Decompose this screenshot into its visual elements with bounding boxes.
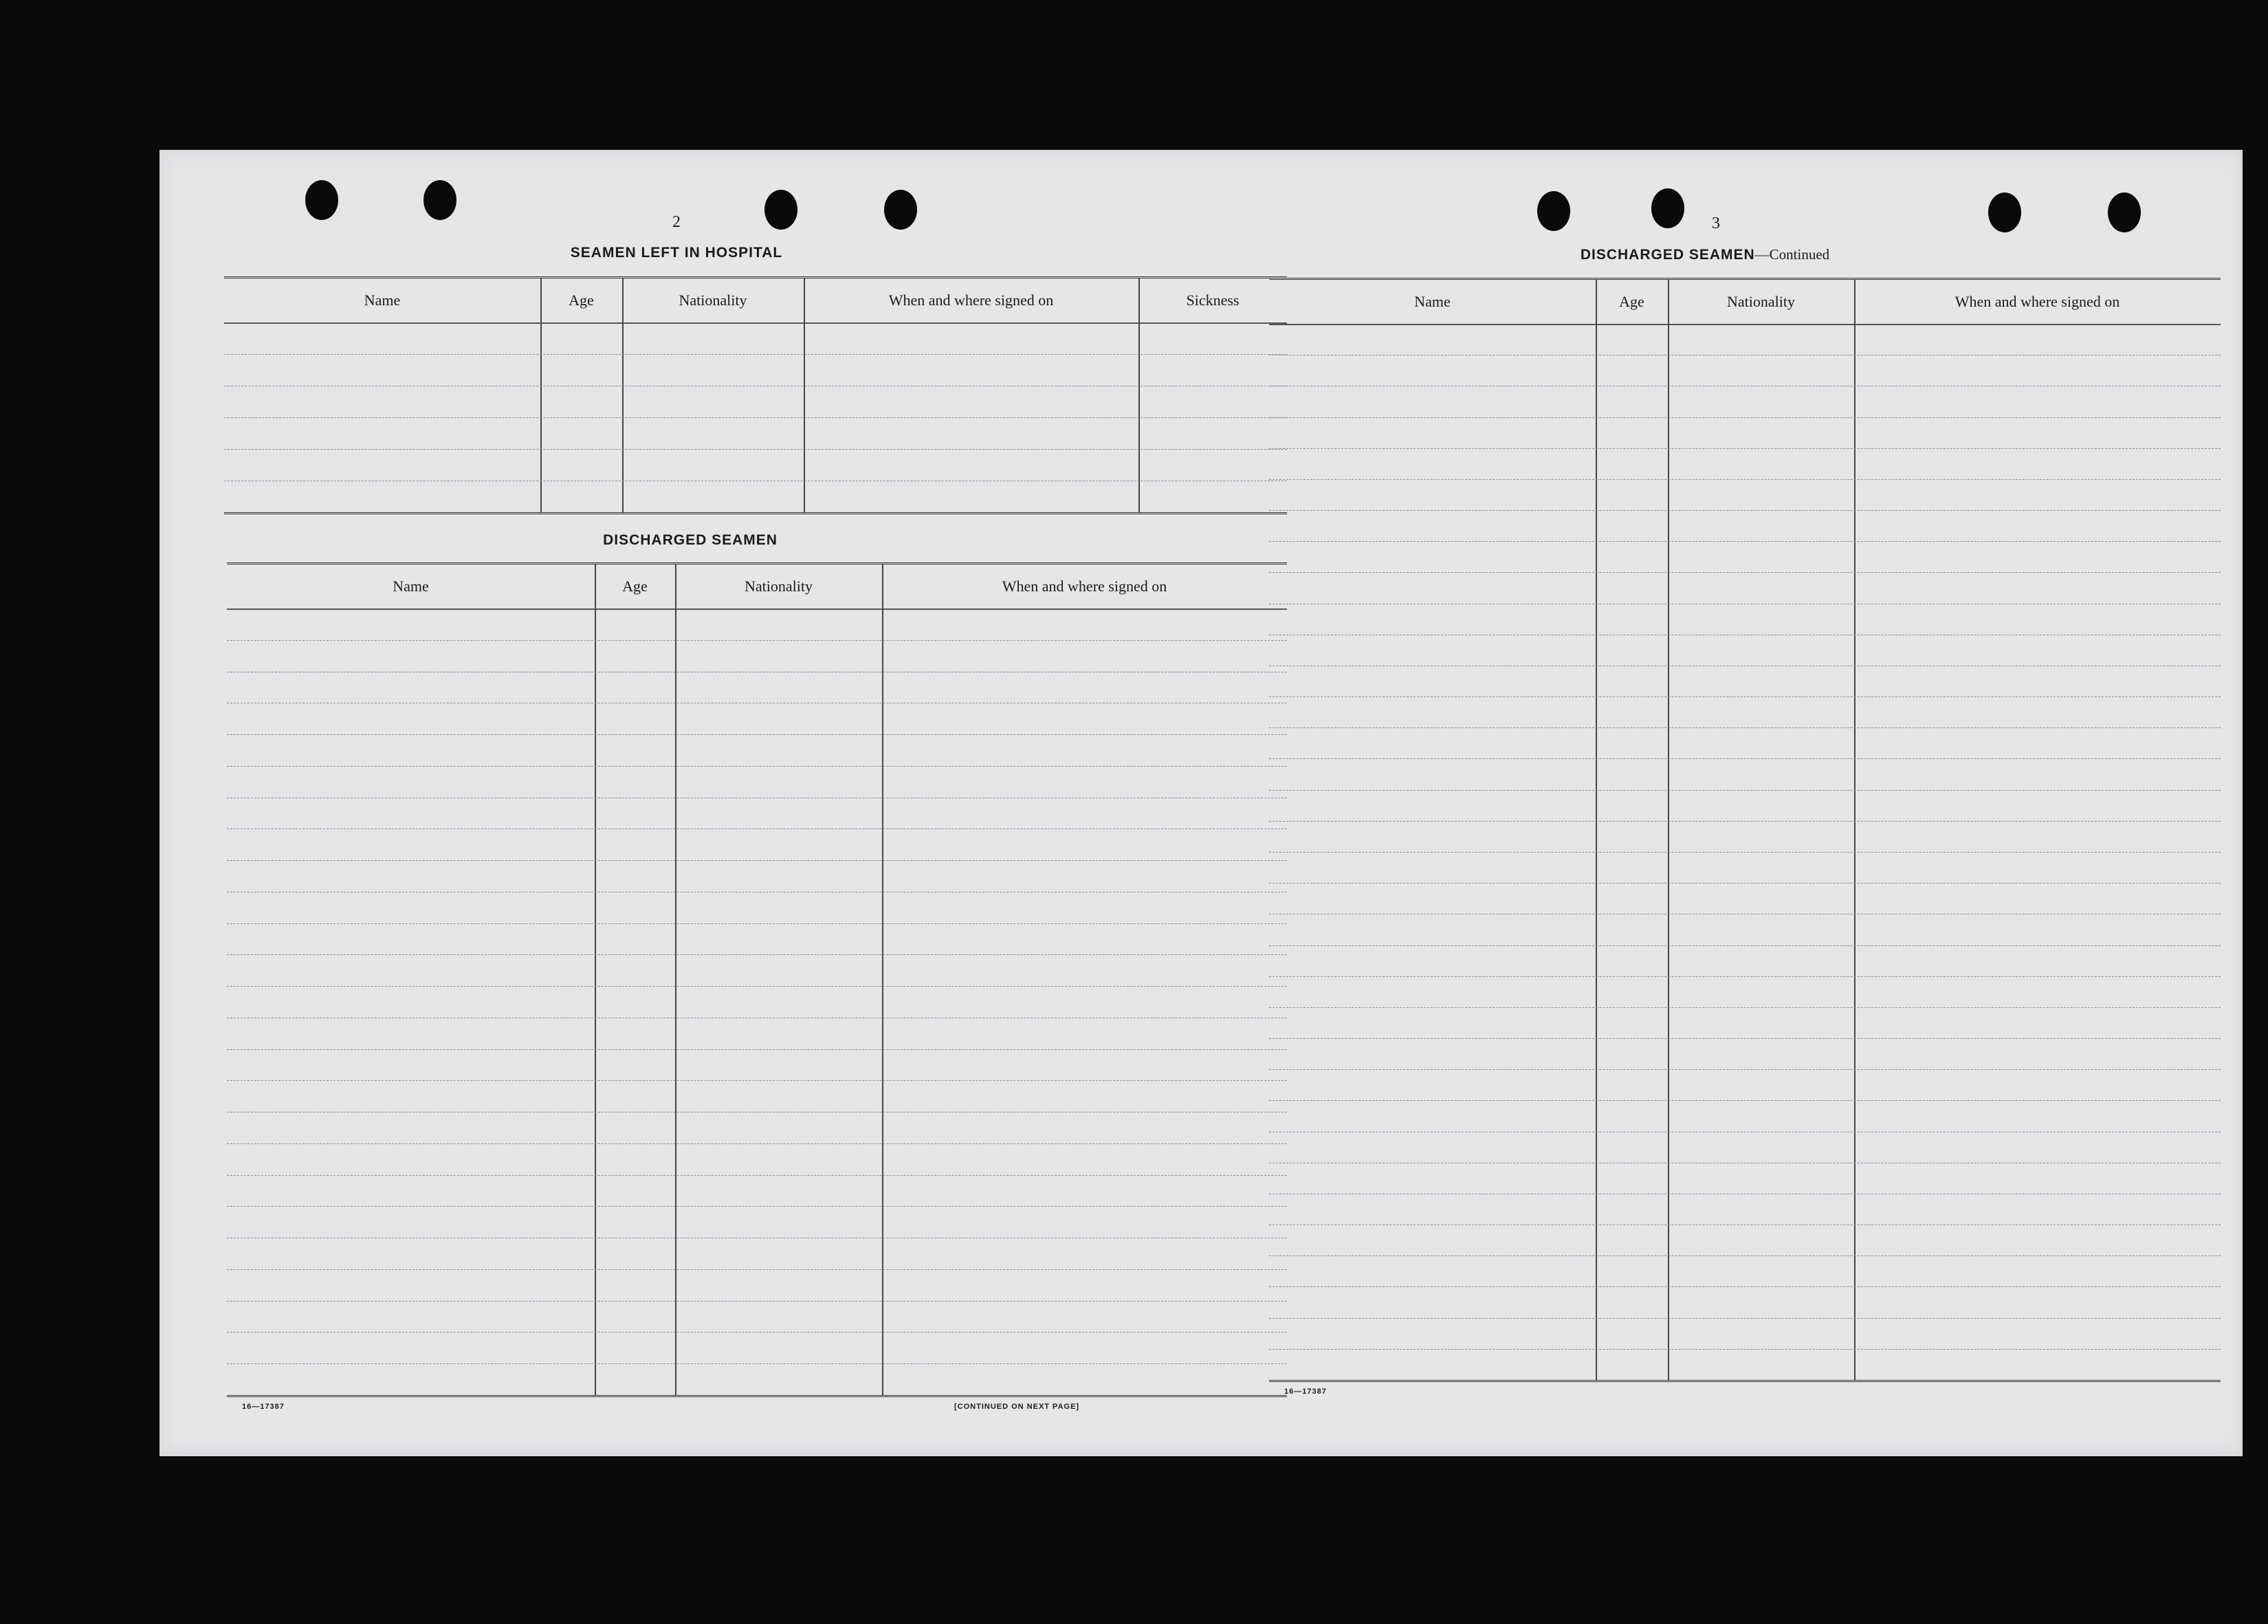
blank-row-line: [1269, 1349, 2221, 1350]
blank-row-line: [1269, 1069, 2221, 1070]
blank-row-line: [1269, 1255, 2221, 1256]
page-number-right: 3: [1712, 215, 1720, 232]
column-header: Sickness: [1186, 292, 1240, 309]
blank-row-line: [1269, 790, 2221, 791]
blank-row-line: [1269, 1100, 2221, 1101]
column-header: Nationality: [745, 578, 813, 595]
column-divider: [595, 564, 596, 1395]
punch-hole: [1651, 188, 1684, 228]
blank-row-line: [1269, 758, 2221, 759]
discharged-continued-suffix: —Continued: [1754, 246, 1830, 263]
blank-row-line: [224, 449, 1287, 450]
column-header: Nationality: [679, 292, 747, 309]
hospital-table: [224, 276, 1287, 514]
column-divider: [1596, 280, 1597, 1380]
blank-row-line: [1269, 479, 2221, 480]
column-header: Age: [1619, 293, 1644, 310]
blank-row-line: [1269, 821, 2221, 822]
blank-row-line: [1269, 510, 2221, 511]
blank-row-line: [1269, 1038, 2221, 1039]
punch-hole: [1537, 191, 1570, 231]
column-divider: [622, 278, 624, 512]
blank-row-line: [224, 354, 1287, 355]
blank-row-line: [1269, 727, 2221, 728]
blank-row-line: [1269, 448, 2221, 449]
blank-row-line: [227, 860, 1287, 861]
blank-row-line: [227, 1049, 1287, 1050]
punch-hole: [423, 180, 456, 220]
blank-row-line: [1269, 1318, 2221, 1319]
continued-note: [CONTINUED ON NEXT PAGE]: [954, 1403, 1080, 1411]
blank-row-line: [227, 1363, 1287, 1364]
punch-hole: [1988, 193, 2021, 232]
discharged-section-title: DISCHARGED SEAMEN: [603, 532, 778, 548]
punch-hole: [764, 190, 797, 230]
blank-row-line: [1269, 976, 2221, 977]
blank-row-line: [227, 954, 1287, 955]
page-number-left: 2: [672, 213, 681, 231]
discharged-table: [227, 562, 1287, 1397]
column-divider: [540, 278, 542, 512]
column-header: When and where signed on: [1002, 578, 1167, 595]
blank-row-line: [1269, 945, 2221, 946]
column-header: Name: [364, 292, 401, 309]
blank-row-line: [224, 417, 1287, 418]
blank-row-line: [227, 1206, 1287, 1207]
column-divider: [675, 564, 676, 1395]
blank-row-line: [1269, 1007, 2221, 1008]
column-divider: [882, 564, 883, 1395]
column-header: Nationality: [1727, 293, 1795, 310]
blank-row-line: [1269, 572, 2221, 573]
blank-row-line: [227, 766, 1287, 767]
blank-row-line: [1269, 852, 2221, 853]
blank-row-line: [1269, 696, 2221, 697]
blank-row-line: [227, 640, 1287, 641]
column-header: When and where signed on: [888, 292, 1054, 309]
column-header: Age: [622, 578, 648, 595]
punch-hole: [305, 180, 338, 220]
column-header: Name: [1414, 293, 1451, 310]
ledger-sheet: [159, 150, 2243, 1456]
form-number-right: 16—17387: [1284, 1387, 1327, 1396]
blank-row-line: [1269, 541, 2221, 542]
column-header: Name: [393, 578, 429, 595]
blank-row-line: [227, 1269, 1287, 1270]
column-header: When and where signed on: [1955, 293, 2120, 310]
discharged-continued-title: [1581, 246, 1829, 263]
blank-row-line: [227, 986, 1287, 987]
hospital-section-title: SEAMEN LEFT IN HOSPITAL: [570, 245, 783, 261]
discharged-continued-title-main: DISCHARGED SEAMEN: [1580, 247, 1755, 263]
blank-row-line: [227, 1301, 1287, 1302]
column-divider: [804, 278, 805, 512]
punch-hole: [2108, 193, 2141, 232]
column-header: Age: [569, 292, 594, 309]
form-number-left: 16—17387: [242, 1403, 285, 1411]
column-divider: [1668, 280, 1669, 1380]
blank-row-line: [227, 734, 1287, 735]
discharged-continued-table: [1269, 278, 2221, 1382]
blank-row-line: [1269, 883, 2221, 884]
punch-hole: [884, 190, 917, 230]
blank-row-line: [227, 923, 1287, 924]
column-divider: [1138, 278, 1140, 512]
blank-row-line: [1269, 1286, 2221, 1287]
blank-row-line: [227, 1143, 1287, 1144]
blank-row-line: [227, 1080, 1287, 1081]
blank-row-line: [1269, 417, 2221, 418]
column-divider: [1854, 280, 1856, 1380]
blank-row-line: [227, 1175, 1287, 1176]
